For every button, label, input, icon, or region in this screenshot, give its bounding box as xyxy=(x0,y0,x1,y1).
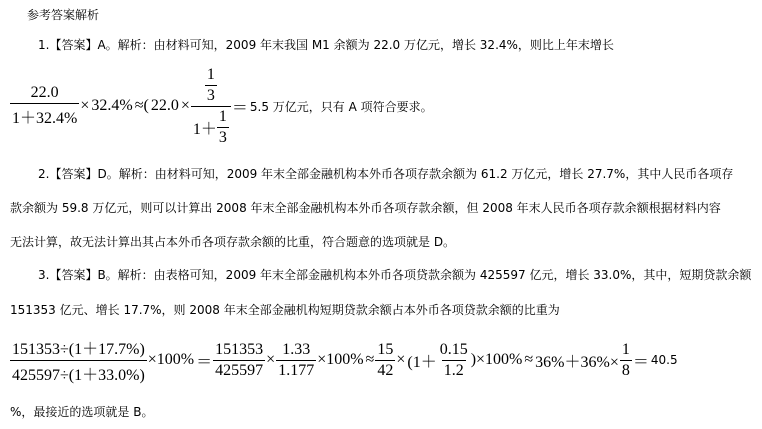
q3-tail: %，最接近的选项就是 B。 xyxy=(10,405,154,419)
q3-fraction-c: $\frac{1.33}{1.177}$ xyxy=(278,340,315,379)
q3-fraction-e: $\frac{0.15}{1.2}$ xyxy=(439,340,468,379)
q1-formula: $\frac{22.0}{1+32.4\%}$ × 32.4% ≈( 22.0 × $\frac{1}{3}$ 1＋ $\frac{1}{3}$ ＝ 5.5 万亿元，只有 A 项符合要求。 xyxy=(12,65,433,146)
q2-line2: 款余额为 59.8 万亿元，则可以计算出 2008 年末全部金融机构本外币各项存款余额，但 2008 年末人民币各项存款余额根据材料内容 xyxy=(10,201,721,215)
q3-line2: 151353 亿元、增长 17.7%，则 2008 年末全部金融机构短期贷款余额占本外币各项贷款余额的比重为 xyxy=(10,303,560,317)
q3-fraction-f: $\frac{1}{8}$ xyxy=(621,340,630,379)
q2-line3: 无法计算，故无法计算出其占本外币各项存款余额的比重，符合题意的选项就是 D。 xyxy=(10,235,456,249)
q2-line1: 2.【答案】D。解析：由材料可知，2009 年末全部金融机构本外币各项存款余额为 61.2 万亿元，增长 27.7%，其中人民币各项存 xyxy=(38,167,734,181)
q3-fraction-b: $\frac{151353}{425597}$ xyxy=(215,340,264,379)
q3-fraction-d: $\frac{15}{42}$ xyxy=(377,340,394,379)
q1-nested-fraction: $\frac{1}{3}$ 1＋ $\frac{1}{3}$ xyxy=(191,66,231,147)
q1-line1: 1.【答案】A。解析：由材料可知，2009 年末我国 M1 余额为 22.0 万亿元，增长 32.4%，则比上年末增长 xyxy=(38,38,614,52)
q3-formula: $\frac{151353\div(1+17.7\%)}{425597\div(1+33.0\%)}$ ×100% ＝ $\frac{151353}{425597}$ × $\frac{1.33}{1.177}$ ×100% ≈ $\frac{15}{42}$ × (1＋ $\frac{0.15}{1.2}$ )×100% ≈ 36%＋36%× $\frac{1}{8}$ ＝ 40.5 xyxy=(10,332,679,388)
q3-line1: 3.【答案】B。解析：由表格可知，2009 年末全部金融机构本外币各项贷款余额为 425597 亿元，增长 33.0%，其中，短期贷款余额 xyxy=(38,268,752,282)
q3-fraction-a: $\frac{151353\div(1+17.7\%)}{425597\div(1+33.0\%)}$ xyxy=(12,340,145,384)
q1-fraction-a: $\frac{22.0}{1+32.4\%}$ xyxy=(12,84,78,127)
heading: 参考答案解析 xyxy=(27,8,100,22)
